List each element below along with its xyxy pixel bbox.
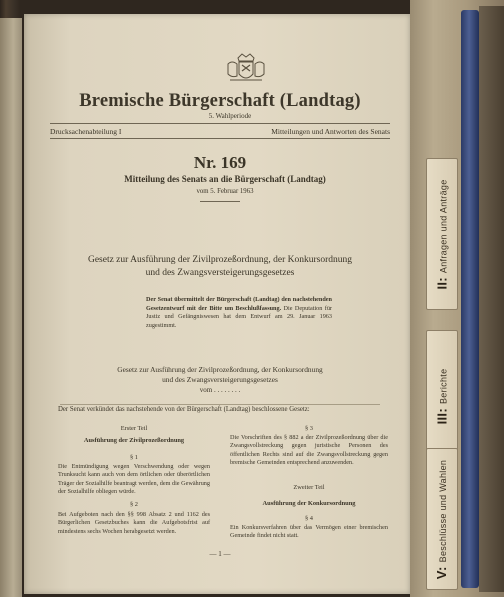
section-1-text: Die Entmündigung wegen Verschwendung oder wegen Trunksucht kann auch von dem örtlichen oder überörtlichen Träger der Sozialhilfe beantragt werden, dem die Gewährung der Sozialhilfe obliegen würde. <box>58 463 210 496</box>
law-heading <box>90 365 350 385</box>
tab-label: Anfragen und Anträge <box>438 178 449 273</box>
document-date: vom 5. Februar 1963 <box>196 188 254 195</box>
tab-label: Berichte <box>438 368 449 404</box>
document-subtitle: Mitteilung des Senats an die Bürgerschaft (Landtag) <box>124 174 326 184</box>
section-4-text: Ein Konkursverfahren über das Vermögen einer bremischen Gemeinde findet nicht statt. <box>230 524 388 540</box>
tab-label: Beschlüsse und Wahlen <box>438 459 449 562</box>
part-one-label: Erster Teil <box>120 425 148 432</box>
section-2-text: Bei Aufgeboten nach den §§ 998 Absatz 2 und 1162 des Bürgerlichen Gesetzbuches kann die Aufgebotsfrist auf mindestens sechs Wochen herabgesetzt werden. <box>58 511 210 535</box>
tab-berichte[interactable] <box>426 330 458 462</box>
law-title-line: und des Zwangsversteigerungsgesetzes <box>145 268 295 278</box>
part-two-label: Zweiter Teil <box>293 484 325 491</box>
law-title <box>60 254 380 280</box>
header-rule <box>50 123 390 124</box>
intro-bold: Der Senat übermittelt der Bürgerschaft (Landtag) den nachstehenden Gesetzentwurf mit der Bitte um Beschlußfassung. <box>146 296 332 312</box>
title-divider <box>200 201 240 202</box>
law-title-line: Gesetz zur Ausführung der Zivilprozeßordnung, der Konkursordnung <box>87 255 353 265</box>
header-rule-lower <box>50 138 390 139</box>
department-label: Drucksachenabteilung I <box>50 127 122 136</box>
intro-paragraph <box>146 296 332 330</box>
bremen-coat-of-arms-icon <box>224 52 268 86</box>
tab-anfragen-antraege[interactable] <box>426 158 458 310</box>
law-heading-line: Gesetz zur Ausführung der Zivilprozeßordnung, der Konkursordnung <box>117 365 323 374</box>
law-heading-line: und des Zwangsversteigerungsgesetzes <box>162 375 278 384</box>
section-rule <box>60 404 380 405</box>
binder-cover-edge <box>479 6 504 592</box>
tab-numeral: II: <box>434 276 450 290</box>
section-1-label: § 1 <box>130 454 138 461</box>
section-4-label: § 4 <box>305 515 313 522</box>
tab-numeral: V: <box>434 565 450 579</box>
law-date-placeholder: vom . . . . . . . . <box>199 386 241 394</box>
series-label: Mitteilungen und Antworten des Senats <box>271 127 390 136</box>
section-3-text: Die Vorschriften des § 882 a der Zivilprozeßordnung über die Zwangsvollstreckung gegen juristische Personen des öffentlichen Rechts sind auf die Zwangsvollstreckung gegen bremische Gemeinden entsprechend anzuwenden. <box>230 434 388 467</box>
document-number: Nr. 169 <box>193 153 247 172</box>
binder-spine <box>461 10 479 588</box>
tab-beschluesse-wahlen[interactable] <box>426 448 458 590</box>
legislative-period: 5. Wahlperiode <box>208 112 252 120</box>
part-one-heading: Ausführung der Zivilprozeßordnung <box>83 437 185 444</box>
preamble: Der Senat verkündet das nachstehende von der Bürgerschaft (Landtag) beschlossene Gesetz: <box>58 406 310 413</box>
intro-text: Die Deputation für Justiz und Gefängniswesen hat dem Entwurf am 29. Januar 1963 zugestimmt. <box>146 304 332 329</box>
page-number: — 1 — <box>209 550 231 558</box>
part-two-heading: Ausführung der Konkursordnung <box>262 500 356 507</box>
previous-page-edge <box>0 18 22 597</box>
tab-numeral: III: <box>434 407 450 424</box>
masthead-title: Bremische Bürgerschaft (Landtag) <box>79 91 361 111</box>
section-3-label: § 3 <box>305 425 313 432</box>
section-2-label: § 2 <box>130 501 138 508</box>
